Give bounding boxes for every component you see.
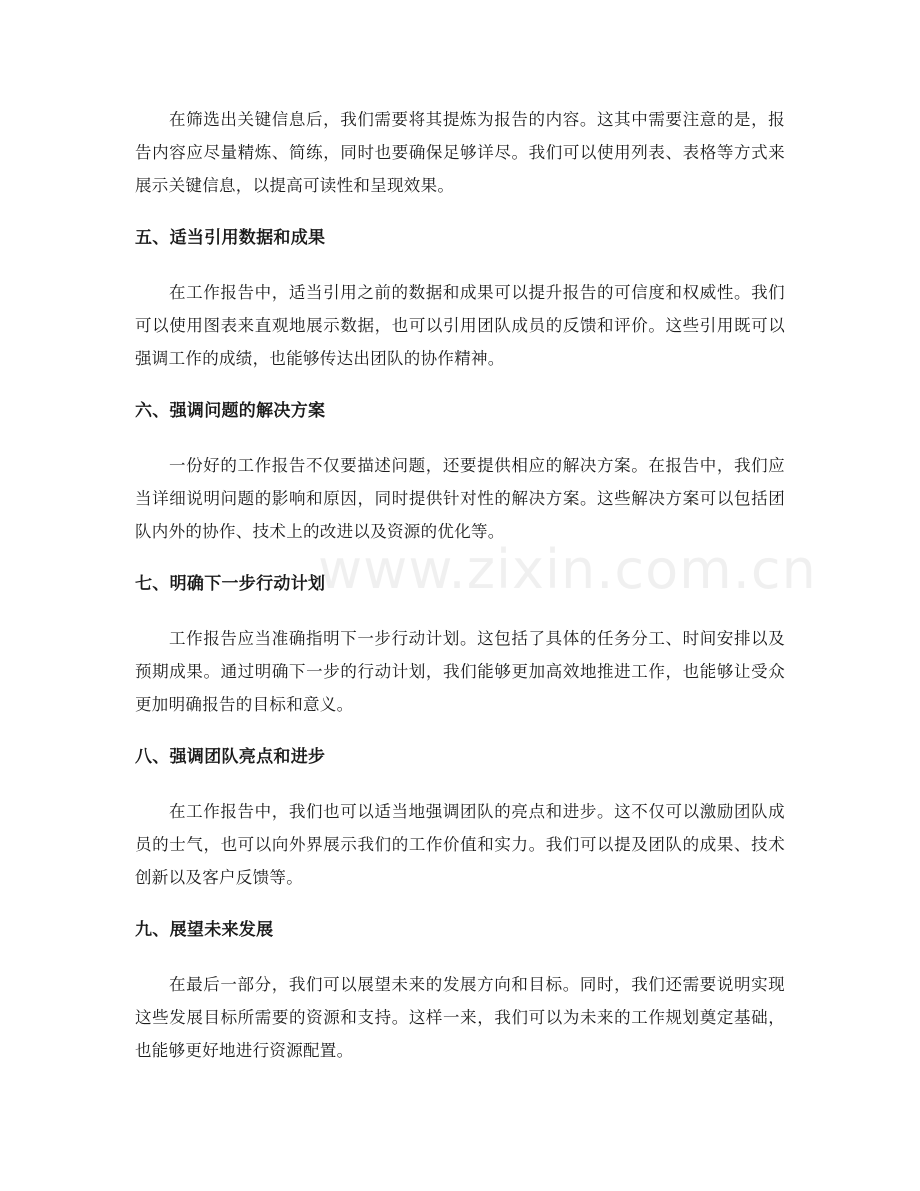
paragraph-key-info: 在筛选出关键信息后，我们需要将其提炼为报告的内容。这其中需要注意的是，报告内容应尽量精炼、简练，同时也要确保足够详尽。我们可以使用列表、表格等方式来展示关键信息，以提高可读性和呈现效果。 [135, 110, 785, 195]
document-body [135, 103, 785, 1067]
paragraph-section-8: 在工作报告中，我们也可以适当地强调团队的亮点和进步。这不仅可以激励团队成员的士气，也可以向外界展示我们的工作价值和实力。我们可以提及团队的成果、技术创新以及客户反馈等。 [135, 802, 785, 887]
heading-section-5: 五、适当引用数据和成果 [135, 228, 326, 248]
heading-section-7: 七、明确下一步行动计划 [135, 574, 326, 594]
paragraph-section-7: 工作报告应当准确指明下一步行动计划。这包括了具体的任务分工、时间安排以及预期成果。通过明确下一步的行动计划，我们能够更加高效地推进工作，也能够让受众更加明确报告的目标和意义。 [135, 629, 785, 714]
heading-section-9: 九、展望未来发展 [135, 920, 274, 940]
heading-section-8: 八、强调团队亮点和进步 [135, 747, 326, 767]
paragraph-section-9: 在最后一部分，我们可以展望未来的发展方向和目标。同时，我们还需要说明实现这些发展目标所需要的资源和支持。这样一来，我们可以为未来的工作规划奠定基础，也能够更好地进行资源配置。 [135, 975, 785, 1060]
watermark-text: www.zixin.com.cn [318, 538, 817, 601]
paragraph-section-6: 一份好的工作报告不仅要描述问题，还要提供相应的解决方案。在报告中，我们应当详细说明问题的影响和原因，同时提供针对性的解决方案。这些解决方案可以包括团队内外的协作、技术上的改进以及资源的优化等。 [135, 456, 785, 541]
heading-section-6: 六、强调问题的解决方案 [135, 401, 326, 421]
paragraph-section-5: 在工作报告中，适当引用之前的数据和成果可以提升报告的可信度和权威性。我们可以使用图表来直观地展示数据，也可以引用团队成员的反馈和评价。这些引用既可以强调工作的成绩，也能够传达出团队的协作精神。 [135, 283, 785, 368]
